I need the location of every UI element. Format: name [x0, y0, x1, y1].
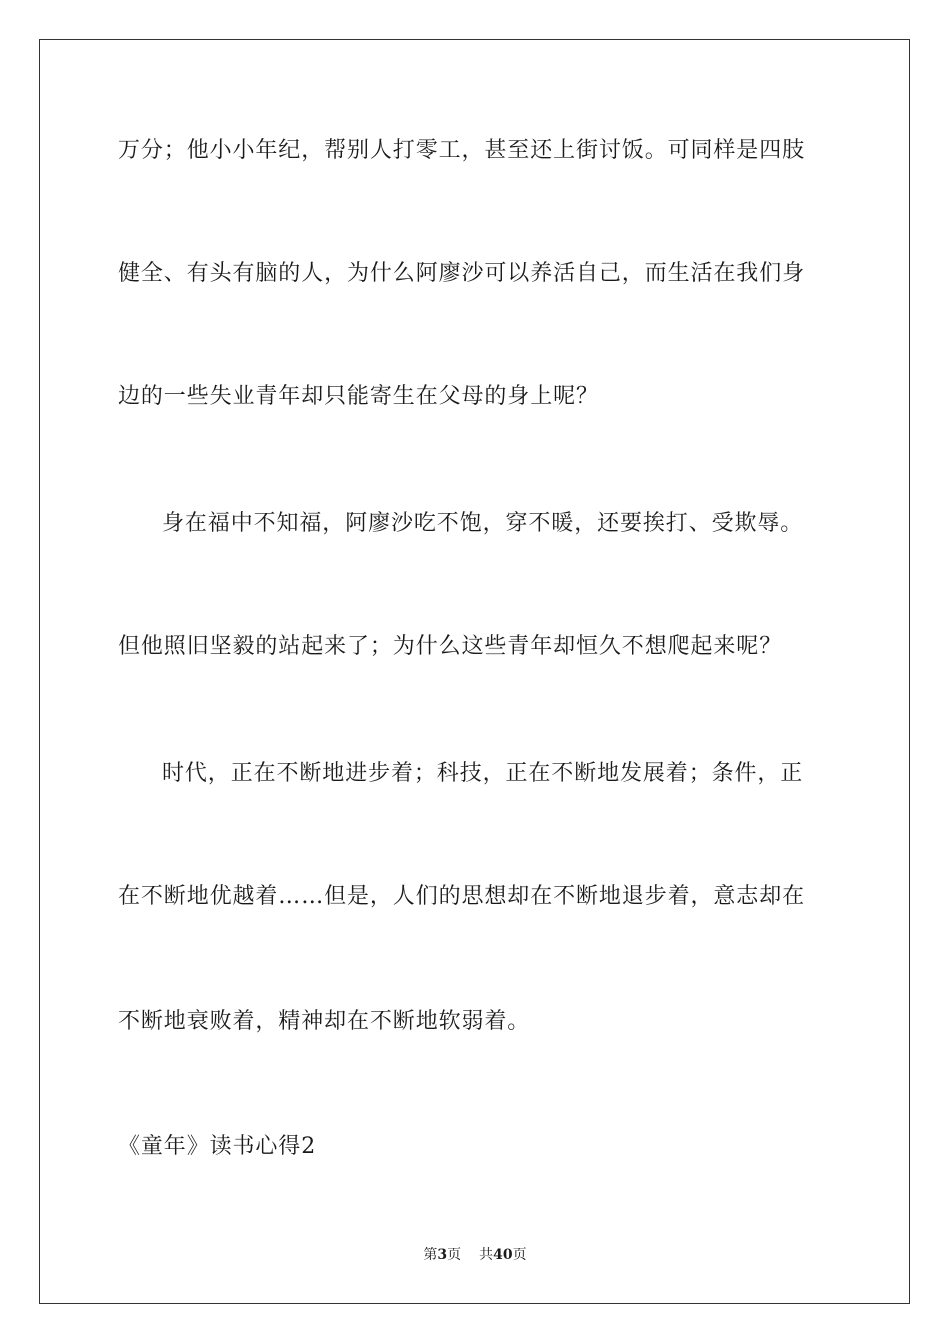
paragraph-line-5: 但他照旧坚毅的站起来了；为什么这些青年却恒久不想爬起来呢？: [118, 634, 783, 659]
footer-total-suffix: 页: [512, 1247, 527, 1263]
page-frame: [39, 39, 910, 1304]
paragraph-line-7: 在不断地优越着……但是，人们的思想却在不断地退步着，意志却在: [118, 884, 806, 909]
footer-total-pages: 40: [493, 1247, 513, 1263]
footer-page-number: 3: [437, 1247, 448, 1263]
paragraph-line-8: 不断地衰败着，精神却在不断地软弱着。: [118, 1009, 531, 1034]
paragraph-line-3: 边的一些失业青年却只能寄生在父母的身上呢？: [118, 384, 599, 409]
footer-total-prefix: 共: [479, 1247, 494, 1263]
section-heading: 《童年》读书心得2: [118, 1134, 317, 1159]
page-footer: [0, 1246, 950, 1264]
footer-prefix: 第: [423, 1247, 438, 1263]
paragraph-line-2: 健全、有头有脑的人，为什么阿廖沙可以养活自己，而生活在我们身: [118, 261, 806, 286]
paragraph-line-1: 万分；他小小年纪，帮别人打零工，甚至还上街讨饭。可同样是四肢: [118, 138, 806, 163]
footer-page-suffix: 页: [447, 1247, 462, 1263]
paragraph-line-6: 时代，正在不断地进步着；科技，正在不断地发展着；条件，正: [162, 761, 804, 786]
paragraph-line-4: 身在福中不知福，阿廖沙吃不饱，穿不暖，还要挨打、受欺辱。: [162, 511, 804, 536]
